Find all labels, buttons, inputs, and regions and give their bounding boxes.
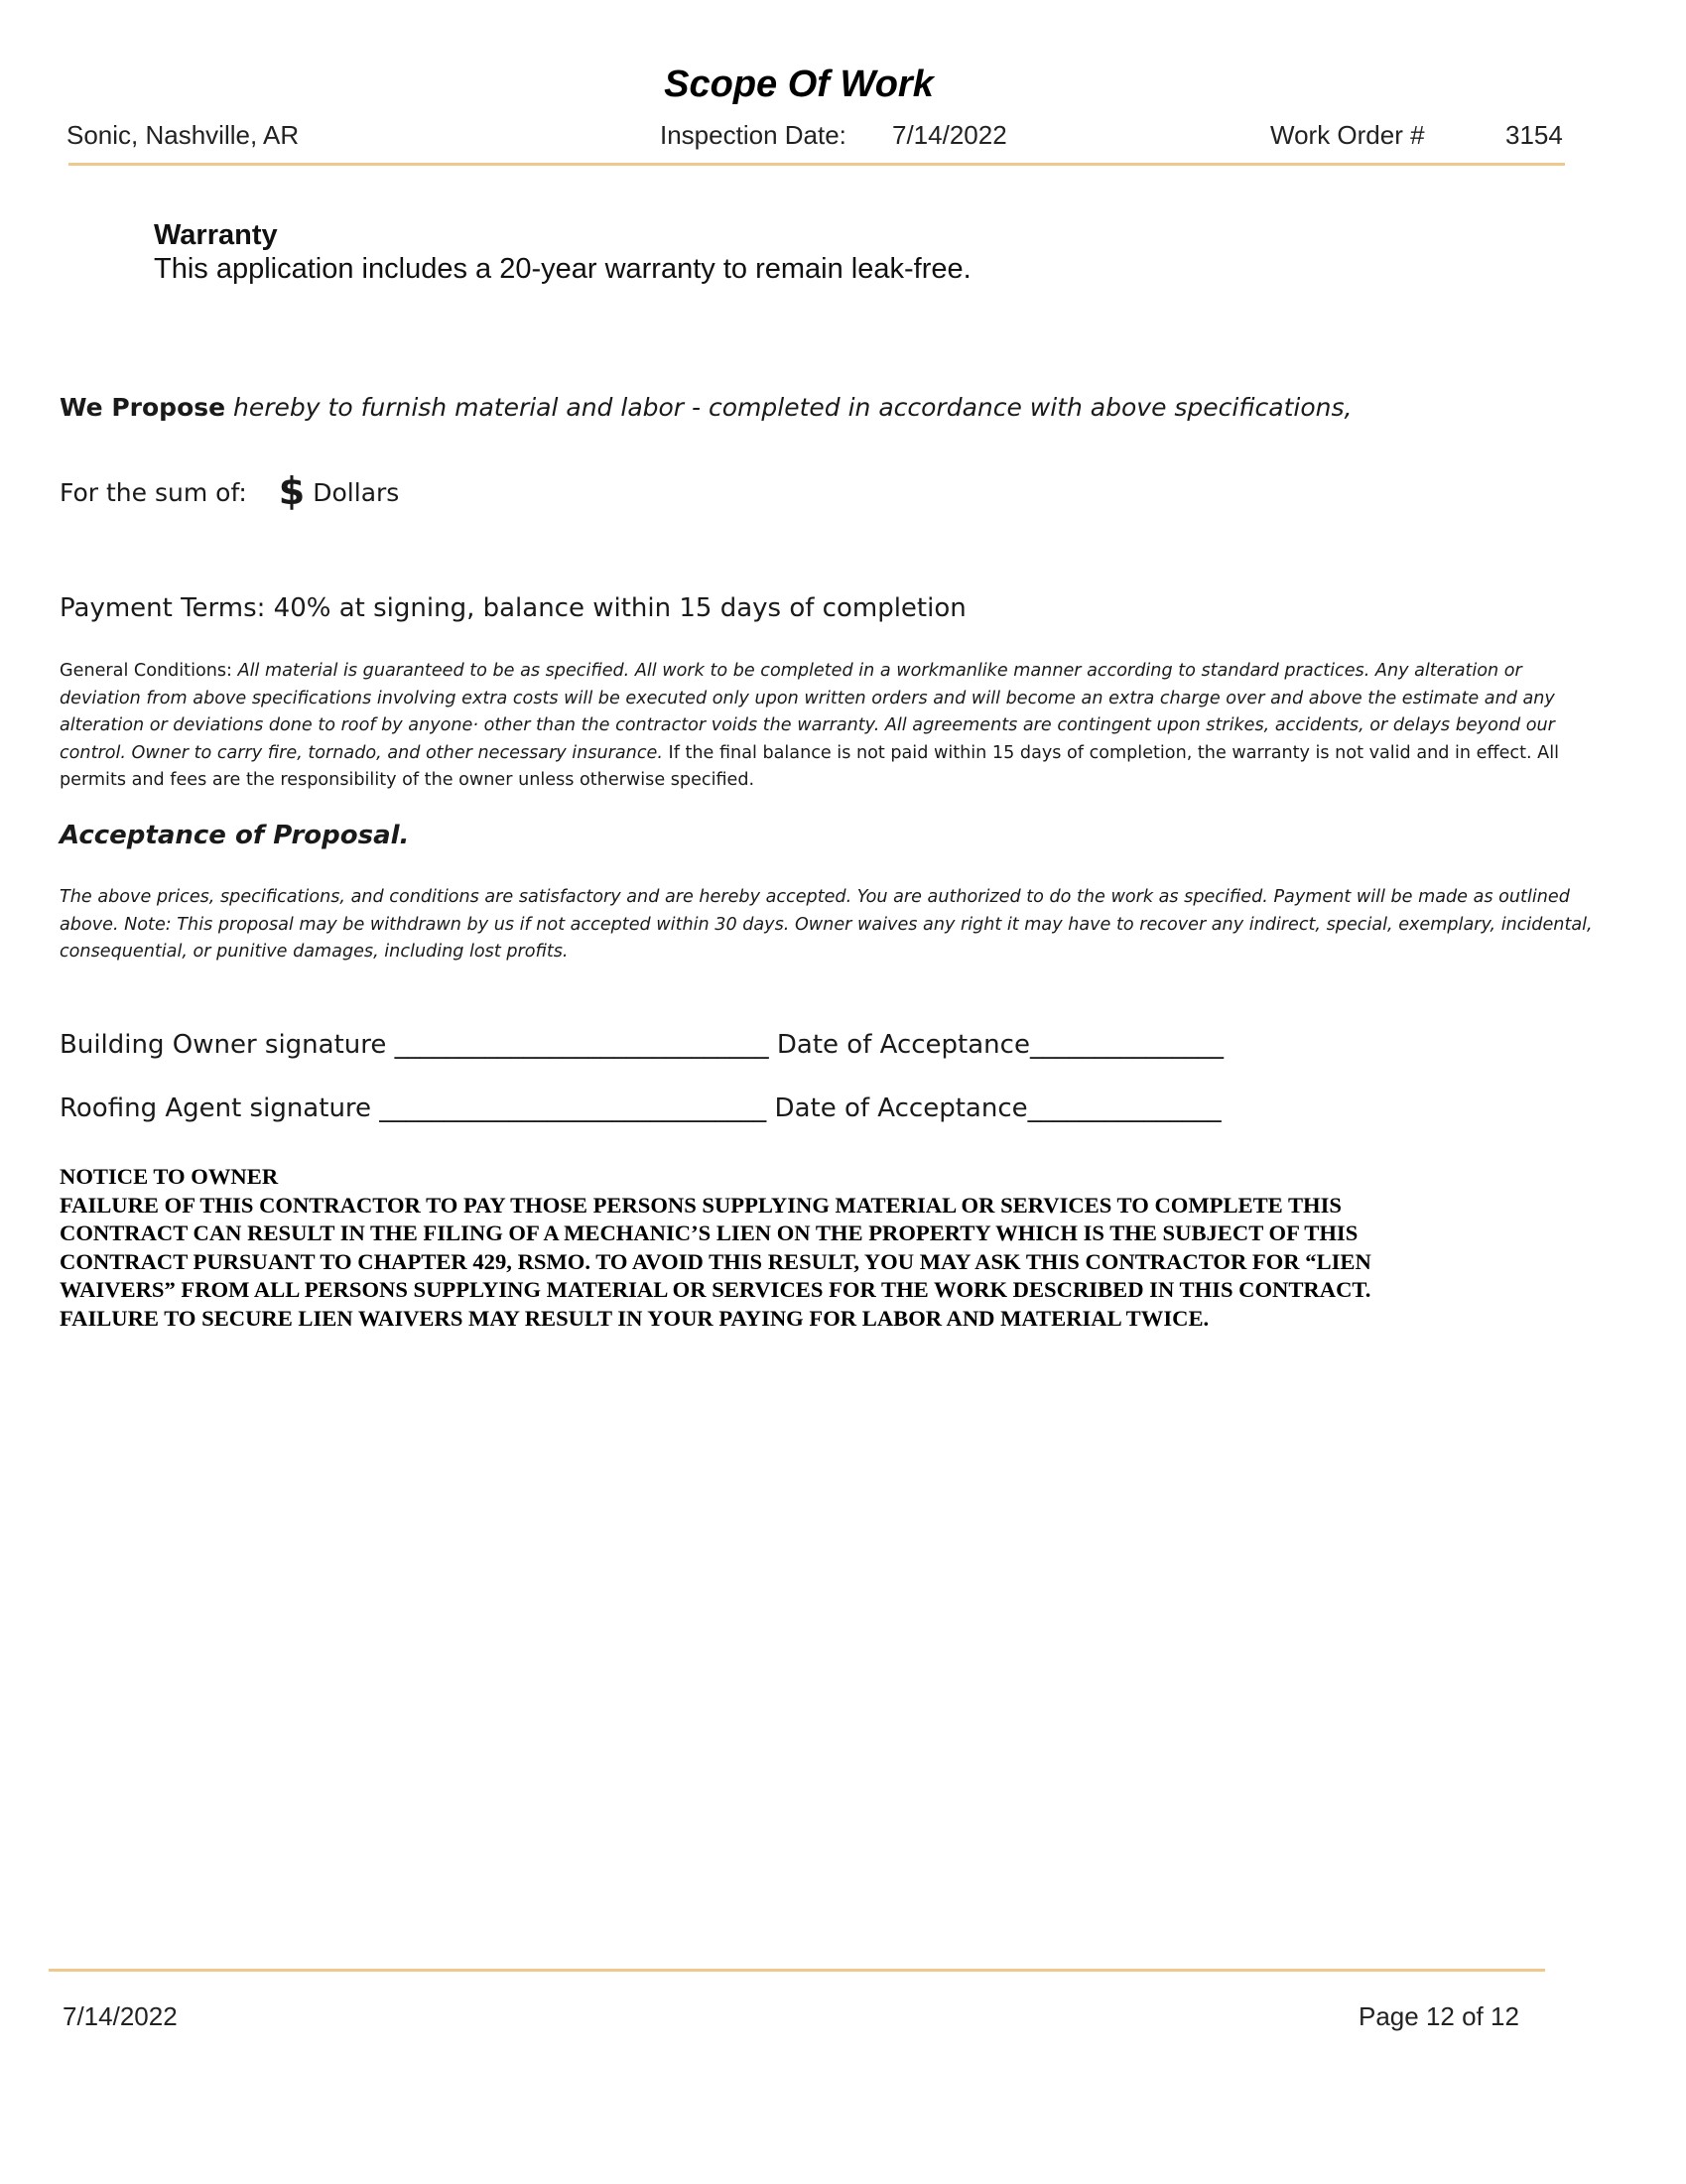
footer-divider: [49, 1969, 1545, 1972]
notice-to-owner: [60, 1163, 1608, 1333]
work-order-label: Work Order #: [1270, 120, 1425, 150]
general-conditions-plain: If the final balance is not paid within 15 days of completion, the warranty is not valid and in effect. All permits and fees are the responsibility of the owner unless otherwise specified.: [60, 742, 1559, 791]
notice-line: FAILURE TO SECURE LIEN WAIVERS MAY RESULT IN YOUR PAYING FOR LABOR AND MATERIAL TWICE.: [60, 1305, 1210, 1331]
warranty-text: This application includes a 20-year warranty to remain leak-free.: [154, 253, 972, 285]
dollar-sign: $: [278, 469, 306, 513]
general-conditions: [60, 658, 1593, 795]
general-conditions-italic: All material is guaranteed to be as specified. All work to be completed in a workmanlike manner according to standard practices. Any alteration or deviation from above specifications involving extra costs will be executed only upon written orders and will become an extra charge over and above the estimate and any alteration or deviations done to roof by anyone· other than the contractor voids the warranty. All agreements are contingent upon strikes, accidents, or delays beyond our control. Owner to carry fire, tornado, and other necessary insurance.: [60, 661, 1555, 763]
notice-line: NOTICE TO OWNER: [60, 1164, 279, 1189]
sum-line: [60, 466, 400, 513]
warranty-heading: Warranty: [154, 219, 278, 251]
inspection-date-label: Inspection Date:: [660, 120, 846, 150]
proposal-text: hereby to furnish material and labor - completed in accordance with above specifications,: [225, 393, 1353, 422]
notice-line: CONTRACT PURSUANT TO CHAPTER 429, RSMO. TO AVOID THIS RESULT, YOU MAY ASK THIS CONTRACTOR FOR “LIEN: [60, 1248, 1371, 1274]
location-text: Sonic, Nashville, AR: [66, 120, 300, 150]
sum-unit: Dollars: [313, 478, 400, 507]
notice-line: WAIVERS” FROM ALL PERSONS SUPPLYING MATERIAL OR SERVICES FOR THE WORK DESCRIBED IN THIS CONTRACT.: [60, 1277, 1371, 1302]
agent-signature-line[interactable]: Roofing Agent signature ______________________________ Date of Acceptance_______________: [60, 1093, 1222, 1123]
proposal-statement: [60, 393, 1352, 422]
notice-line: FAILURE OF THIS CONTRACTOR TO PAY THOSE PERSONS SUPPLYING MATERIAL OR SERVICES TO COMPLETE THIS: [60, 1192, 1342, 1218]
owner-signature-line[interactable]: Building Owner signature _____________________________ Date of Acceptance_______________: [60, 1030, 1224, 1060]
payment-terms: Payment Terms: 40% at signing, balance within 15 days of completion: [60, 593, 967, 623]
header-divider: [68, 163, 1565, 166]
proposal-lead: We Propose: [60, 393, 226, 422]
inspection-date-value: 7/14/2022: [892, 120, 1007, 150]
general-conditions-label: General Conditions:: [60, 661, 238, 681]
acceptance-heading: Acceptance of Proposal.: [60, 821, 410, 850]
page-number: Page 12 of 12: [1359, 2001, 1519, 2031]
notice-line: CONTRACT CAN RESULT IN THE FILING OF A MECHANIC’S LIEN ON THE PROPERTY WHICH IS THE SUBJECT OF THIS: [60, 1220, 1359, 1245]
page-title: Scope Of Work: [664, 64, 934, 105]
work-order-number: 3154: [1505, 120, 1563, 150]
acceptance-text: The above prices, specifications, and conditions are satisfactory and are hereby accepted. You are authorized to do the work as specified. Payment will be made as outlined above. Note: This proposal may be withdrawn by us if not accepted within 30 days. Owner waives any right it may have to recover any indirect, special, exemplary, incidental, consequential, or punitive damages, including lost profits.: [60, 887, 1593, 963]
footer-date: 7/14/2022: [63, 2001, 178, 2031]
sum-label: For the sum of:: [60, 478, 247, 507]
